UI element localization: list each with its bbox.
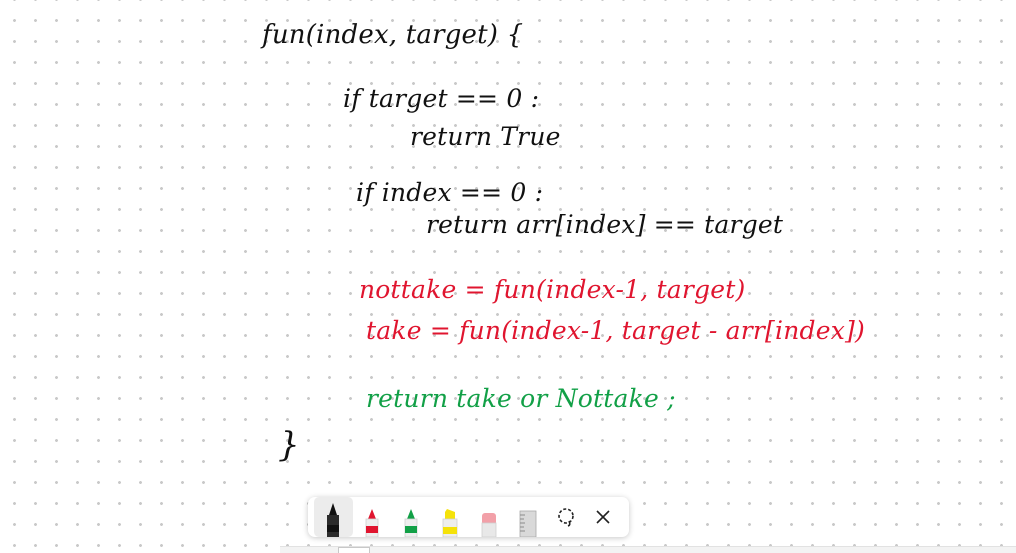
- bottom-scroll-handle[interactable]: [338, 547, 370, 553]
- ruler-tool[interactable]: [508, 497, 547, 537]
- black-pen-tool[interactable]: [314, 497, 353, 537]
- eraser-icon: [474, 507, 504, 537]
- yellow-highlighter-icon: [435, 507, 465, 537]
- green-pen-icon: [396, 507, 426, 537]
- drawing-toolbar: [308, 497, 629, 537]
- eraser-tool[interactable]: [469, 497, 508, 537]
- handwritten-line-if-index: if index == 0 :: [356, 178, 544, 207]
- handwritten-line-return-true: return True: [410, 122, 561, 151]
- handwritten-line-nottake: nottake = fun(index-1, target): [359, 275, 746, 304]
- handwritten-line-return-take: return take or Nottake ;: [366, 384, 676, 413]
- black-pen-icon: [318, 501, 348, 537]
- close-toolbar-button[interactable]: [584, 497, 621, 537]
- close-icon: [594, 508, 612, 526]
- lasso-icon: [555, 506, 577, 528]
- handwritten-line-if-target: if target == 0 :: [343, 84, 540, 113]
- red-pen-tool[interactable]: [353, 497, 392, 537]
- ruler-icon: [513, 507, 543, 537]
- handwritten-line-function-header: fun(index, target) {: [262, 20, 524, 50]
- handwritten-line-return-arr: return arr[index] == target: [426, 210, 784, 239]
- red-pen-icon: [357, 507, 387, 537]
- handwritten-line-take: take = fun(index-1, target - arr[index]): [366, 316, 865, 345]
- handwritten-closing-brace: }: [278, 425, 300, 465]
- green-pen-tool[interactable]: [392, 497, 431, 537]
- lasso-button[interactable]: [547, 497, 584, 537]
- yellow-highlighter-tool[interactable]: [431, 497, 470, 537]
